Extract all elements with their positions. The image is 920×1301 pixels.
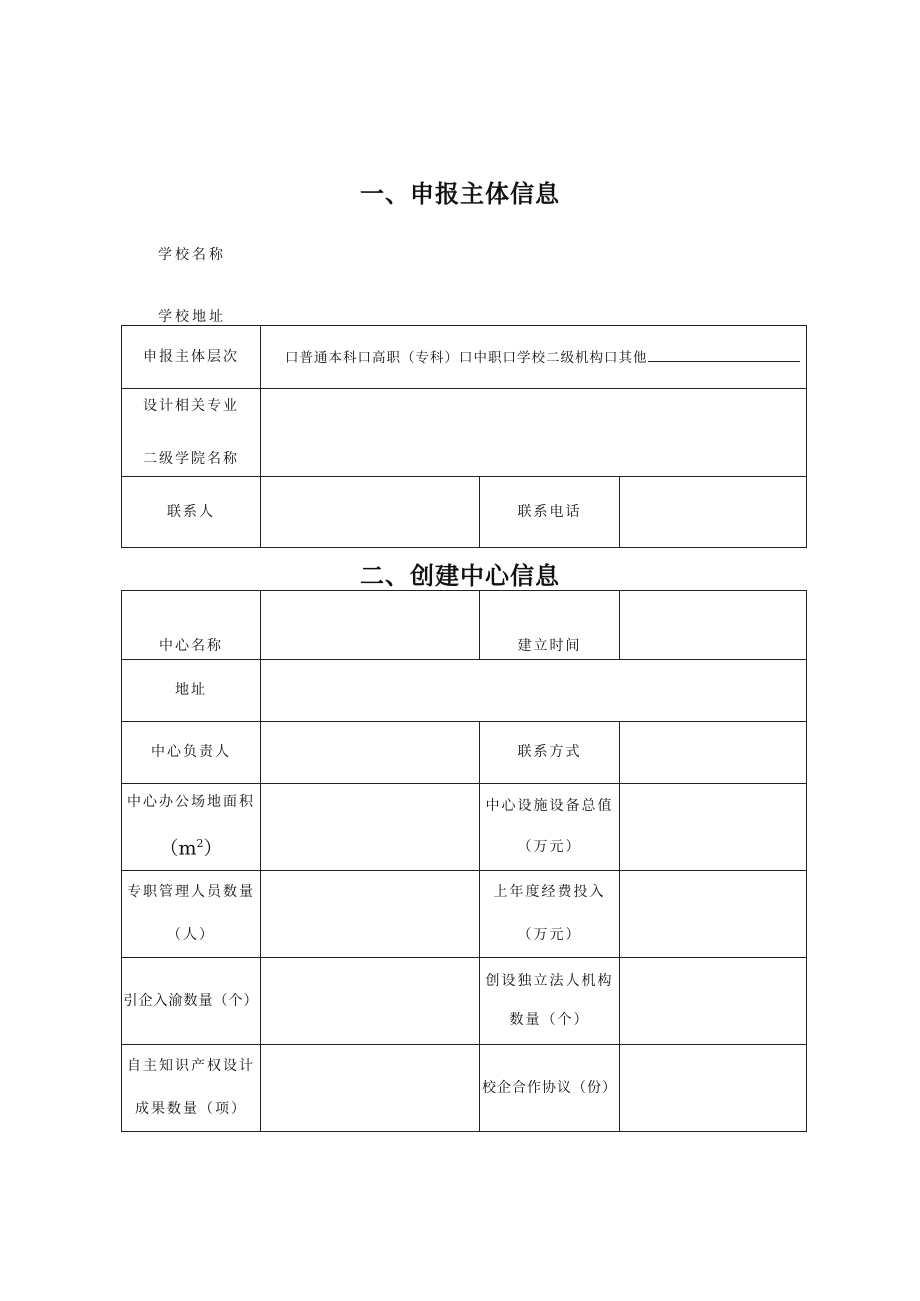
office-area-input-cell[interactable] (261, 784, 480, 871)
entity-level-options[interactable] (261, 326, 807, 389)
last-year-funding-input-cell[interactable] (620, 871, 807, 958)
section-2-title: 二、创建中心信息 (360, 562, 560, 590)
applicant-info-table (121, 325, 807, 548)
center-name-input-cell[interactable] (261, 591, 480, 660)
established-time-input-cell[interactable] (620, 591, 807, 660)
center-info-table (121, 590, 807, 1132)
equipment-value-label-cell (480, 784, 620, 871)
address-input-cell[interactable] (261, 660, 807, 722)
entity-level-options-text: 口普通本科口高职（专科）口中职口学校二级机构口其他 (285, 350, 648, 367)
address-label: 地址 (122, 660, 261, 722)
independent-entities-input-cell[interactable] (620, 958, 807, 1045)
staff-count-label-line2: （人） (167, 927, 215, 944)
center-head-row (122, 722, 807, 784)
major-input-cell[interactable] (261, 389, 807, 477)
contact-phone-label: 联系电话 (480, 477, 620, 548)
ip-results-label-line2: 成果数量（项） (135, 1101, 247, 1118)
center-name-label: 中心名称 (122, 591, 261, 660)
cooperation-agreements-input-cell[interactable] (620, 1045, 807, 1132)
entity-level-label: 申报主体层次 (122, 326, 261, 389)
other-blank-line[interactable] (648, 347, 800, 362)
established-time-label: 建立时间 (480, 591, 620, 660)
office-area-label-cell (122, 784, 261, 871)
office-area-row (122, 784, 807, 871)
contact-method-label: 联系方式 (480, 722, 620, 784)
ip-results-row (122, 1045, 807, 1132)
enterprises-introduced-label: 引企入渝数量（个） (122, 958, 261, 1045)
office-area-label-line1: 中心办公场地面积 (127, 794, 255, 810)
contact-person-label: 联系人 (122, 477, 261, 548)
address-row (122, 660, 807, 722)
staff-count-label-line1: 专职管理人员数量 (127, 884, 255, 900)
center-head-input-cell[interactable] (261, 722, 480, 784)
staff-count-label-cell (122, 871, 261, 958)
contact-method-input-cell[interactable] (620, 722, 807, 784)
school-name-label: 学校名称 (158, 247, 226, 263)
section-1-title: 一、申报主体信息 (360, 180, 560, 208)
independent-entities-label-line1: 创设独立法人机构 (485, 973, 614, 989)
staff-count-input-cell[interactable] (261, 871, 480, 958)
independent-entities-label-line2: 数量（个） (509, 1012, 590, 1029)
office-area-unit: $(m^2)$ (159, 836, 223, 860)
last-year-funding-label-cell (480, 871, 620, 958)
center-head-label: 中心负责人 (122, 722, 261, 784)
ip-results-label-line1: 自主知识产权设计 (127, 1058, 255, 1074)
major-label-line1: 设计相关专业 (143, 397, 239, 414)
equipment-value-label-line1: 中心设施设备总值 (485, 798, 614, 814)
last-year-funding-label-line2: （万元） (517, 927, 582, 944)
major-label-line2: 二级学院名称 (143, 450, 239, 467)
enterprises-row (122, 958, 807, 1045)
equipment-value-label-line2: （万元） (517, 839, 582, 856)
enterprises-introduced-input-cell[interactable] (261, 958, 480, 1045)
major-label-cell (122, 389, 261, 477)
ip-results-label-cell (122, 1045, 261, 1132)
entity-level-row (122, 326, 807, 389)
contact-row (122, 477, 807, 548)
school-address-label: 学校地址 (158, 309, 226, 325)
contact-person-input-cell[interactable] (261, 477, 480, 548)
center-name-row (122, 591, 807, 660)
independent-entities-label-cell (480, 958, 620, 1045)
contact-phone-input-cell[interactable] (620, 477, 807, 548)
cooperation-agreements-label: 校企合作协议（份） (480, 1045, 620, 1132)
equipment-value-input-cell[interactable] (620, 784, 807, 871)
major-row (122, 389, 807, 477)
last-year-funding-label-line1: 上年度经费投入 (493, 884, 606, 900)
staff-count-row (122, 871, 807, 958)
ip-results-input-cell[interactable] (261, 1045, 480, 1132)
